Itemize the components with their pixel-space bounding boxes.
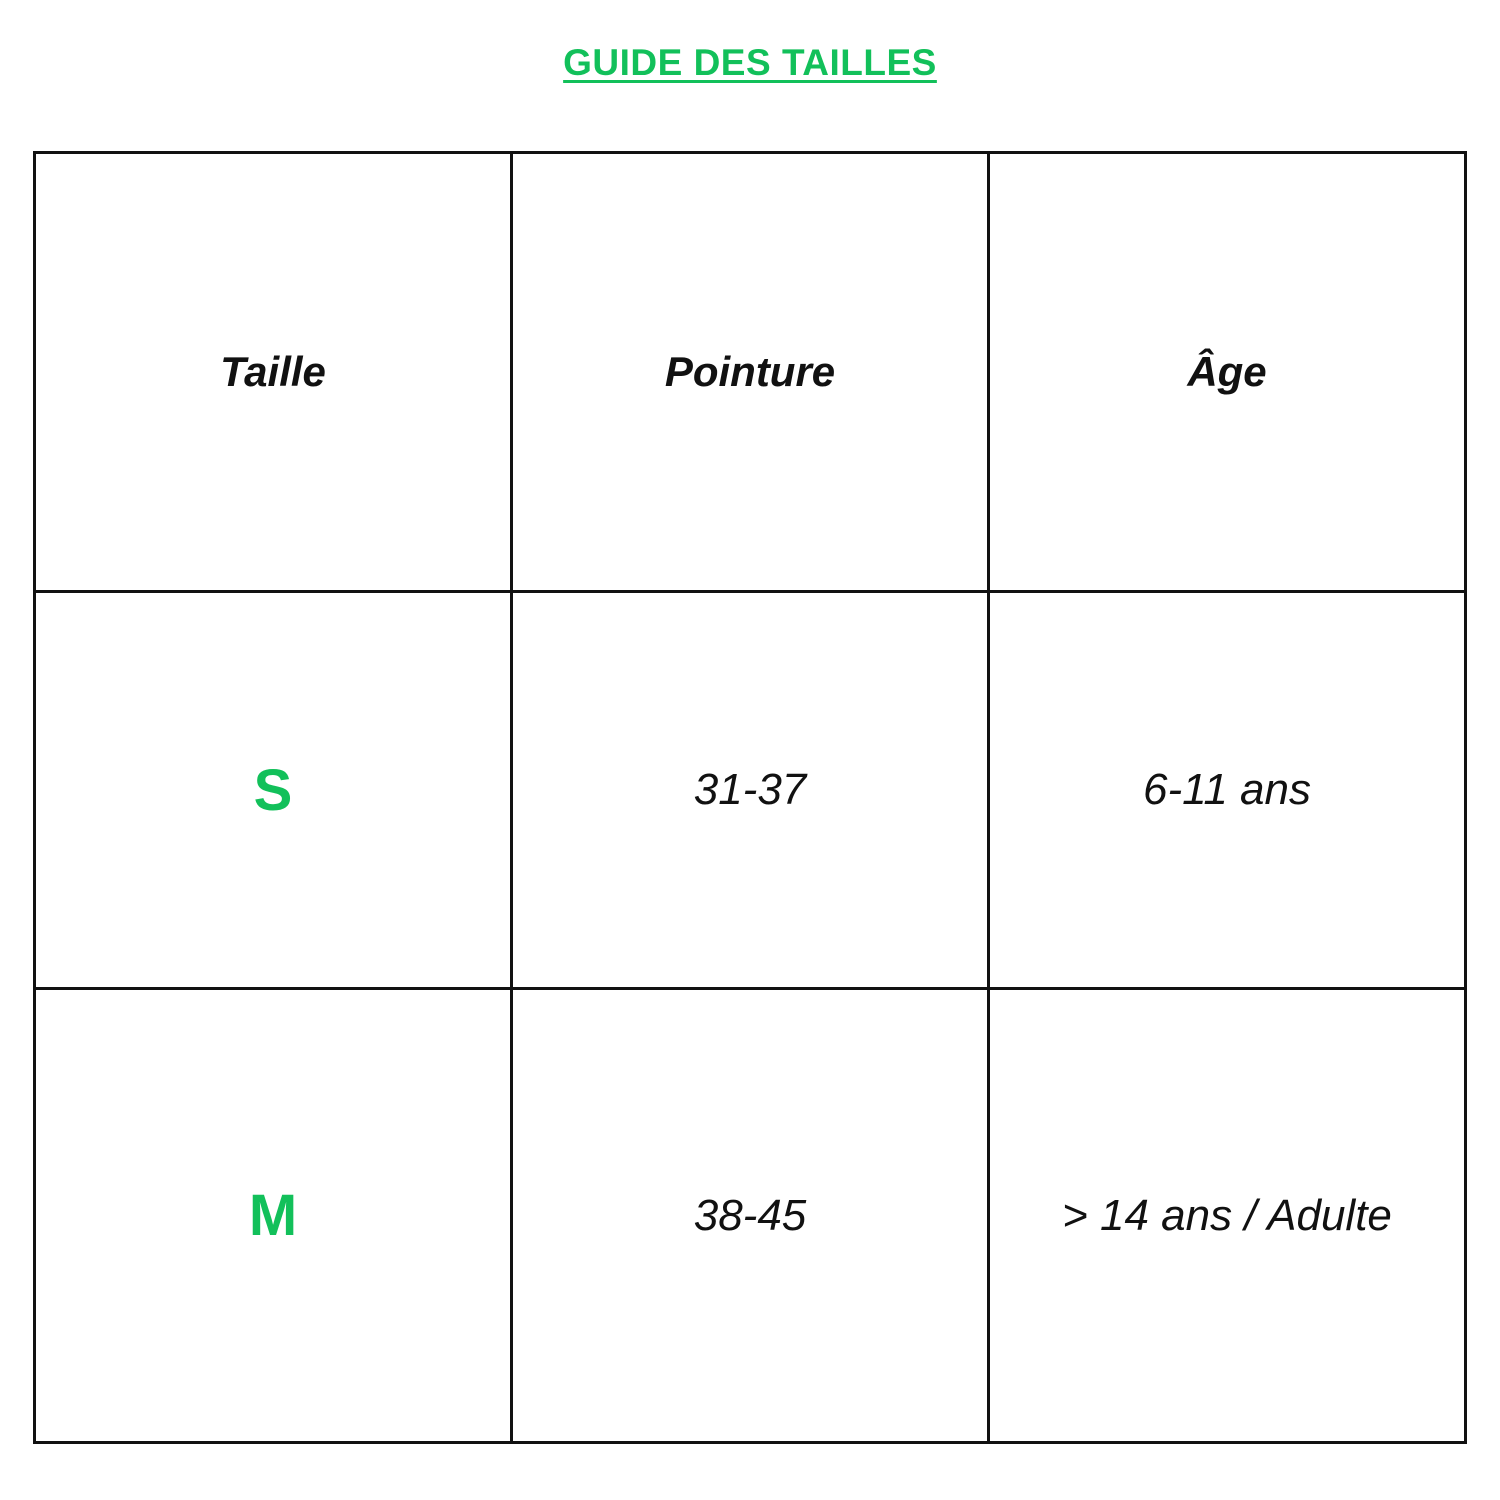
table-header-row — [35, 153, 1466, 592]
size-label-s: S — [35, 592, 512, 989]
size-guide-table — [33, 151, 1467, 1444]
shoe-size-s: 31-37 — [512, 592, 989, 989]
size-label-m: M — [35, 989, 512, 1443]
age-s: 6-11 ans — [989, 592, 1466, 989]
shoe-size-m: 38-45 — [512, 989, 989, 1443]
header-age: Âge — [989, 153, 1466, 592]
age-m: > 14 ans / Adulte — [989, 989, 1466, 1443]
table-row — [35, 592, 1466, 989]
header-taille: Taille — [35, 153, 512, 592]
header-pointure: Pointure — [512, 153, 989, 592]
page-title: GUIDE DES TAILLES — [563, 42, 937, 83]
table-row — [35, 989, 1466, 1443]
